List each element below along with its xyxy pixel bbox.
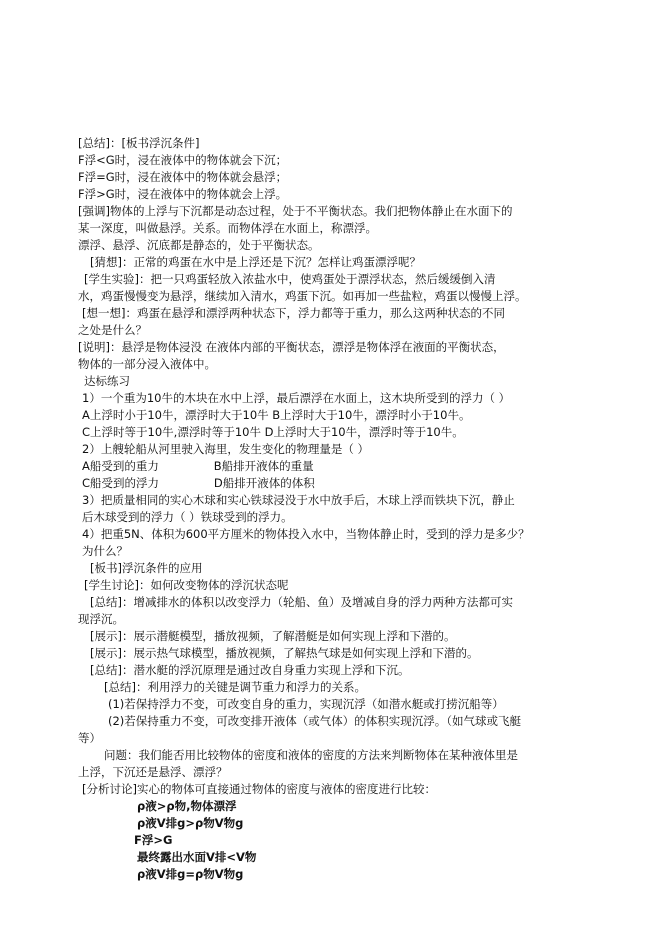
question-2: 2）上艘轮船从河里驶入海里，发生变化的物理量是（ ） [82,442,369,456]
question-4-line-2: 为什么？ [82,544,128,558]
static-states-line: 漂浮、悬浮、沉底都是静态的，处于平衡状态。 [78,238,320,252]
summary-2-line-1: [总结]：增减排水的体积以改变浮力（轮船、鱼）及增减自身的浮力两种方法都可实 [90,595,513,609]
think-line-1: [想一想]：鸡蛋在悬浮和漂浮两种状态下，浮力都等于重力，那么这两种状态的不同 [82,306,505,320]
guess-line: [猜想]：正常的鸡蛋在水中是上浮还是下沉？怎样让鸡蛋漂浮呢？ [90,255,421,269]
show-submarine-line: [展示]：展示潜艇模型，播放视频，了解潜艇是如何实现上浮和下潜的。 [90,629,456,643]
question-density-line-2: 上浮，下沉还是悬浮、漂浮？ [78,765,228,779]
method-1-line: (1)若保持浮力不变，可改变自身的重力，实现沉浮（如潜水艇或打捞沉船等） [108,697,504,711]
board-application-heading: [板书]浮沉条件的应用 [90,561,203,575]
exercise-heading: 达标练习 [84,374,130,388]
student-discussion-line: [学生讨论]：如何改变物体的浮沉状态呢 [84,578,289,592]
question-4-line-1: 4）把重5N、体积为600平方厘米的物体投入水中，当物体静止时，受到的浮力是多少？ [82,527,530,541]
emphasis-line-2: 某一深度，叫做悬浮。关系。而物体浮在水面上，称漂浮。 [78,221,377,235]
question-2-option-ab: A船受到的重力 B船排开液体的重量 [82,459,314,473]
question-1-option-cd: C上浮时等于10牛,漂浮时等于10牛 D上浮时大于10牛，漂浮时等于10牛。 [82,425,464,439]
show-balloon-line: [展示]：展示热气球模型，播放视频，了解热气球是如何实现上浮和下潜的。 [90,646,479,660]
question-1: 1）一个重为10牛的木块在水中上浮，最后漂浮在水面上，这木块所受到的浮力（ ） [82,391,511,405]
explain-line-1: [说明]：悬浮是物体浸没 在液体内部的平衡状态，漂浮是物体浮在液面的平衡状态， [78,340,505,354]
experiment-line-1: [学生实验]：把一只鸡蛋轻放入浓盐水中，使鸡蛋处于漂浮状态，然后缓缓倒入清 [84,272,496,286]
summary-2-line-2: 现浮沉。 [78,612,124,626]
summary-key-line: [总结]：利用浮力的关键是调节重力和浮力的关系。 [104,680,366,694]
condition-sink: F浮<G时，浸在液体中的物体就会下沉； [78,153,288,167]
emphasis-line-1: [强调]物体的上浮与下沉都是动态过程，处于不平衡状态。我们把物体静止在水面下的 [78,204,513,218]
formula-2: ρ液V排g>ρ物V物g [137,816,244,830]
condition-float-up: F浮>G时，浸在液体中的物体就会上浮。 [78,187,288,201]
formula-1: ρ液>ρ物,物体漂浮 [137,799,237,813]
experiment-line-2: 水，鸡蛋慢慢变为悬浮，继续加入清水，鸡蛋下沉。如再加一些盐粒，鸡蛋以慢慢上浮。 [78,289,527,303]
method-2-line-2: 等） [78,731,101,745]
question-density-line-1: 问题：我们能否用比较物体的密度和液体的密度的方法来判断物体在某种液体里是 [104,748,518,762]
explain-line-2: 物体的一部分浸入液体中。 [78,357,216,371]
formula-3: F浮>G [134,833,173,847]
question-2-option-cd: C船受到的浮力 D船排开液体的体积 [82,476,315,490]
summary-heading: [总结]：[板书浮沉条件] [78,136,200,150]
question-1-option-ab: A上浮时小于10牛，漂浮时大于10牛 B上浮时大于10牛，漂浮时小于10牛。 [82,408,471,422]
condition-suspend: F浮=G时，浸在液体中的物体就会悬浮； [78,170,288,184]
analysis-discussion-line: [分析讨论]实心的物体可直接通过物体的密度与液体的密度进行比较： [82,782,436,796]
think-line-2: 之处是什么？ [78,323,147,337]
method-2-line-1: (2)若保持重力不变，可改变排开液体（或气体）的体积实现沉浮。（如气球或飞艇 [108,714,522,728]
question-3-line-1: 3）把质量相同的实心木球和实心铁球浸没于水中放手后，木球上浮而铁块下沉，静止 [82,493,515,507]
question-3-line-2: 后木球受到的浮力（ ）铁球受到的浮力。 [82,510,293,524]
formula-4: 最终露出水面V排<V物 [137,850,257,864]
formula-5: ρ液V排g=ρ物V物g [137,867,244,881]
summary-submarine-line: [总结]：潜水艇的浮沉原理是通过改自身重力实现上浮和下沉。 [90,663,410,677]
